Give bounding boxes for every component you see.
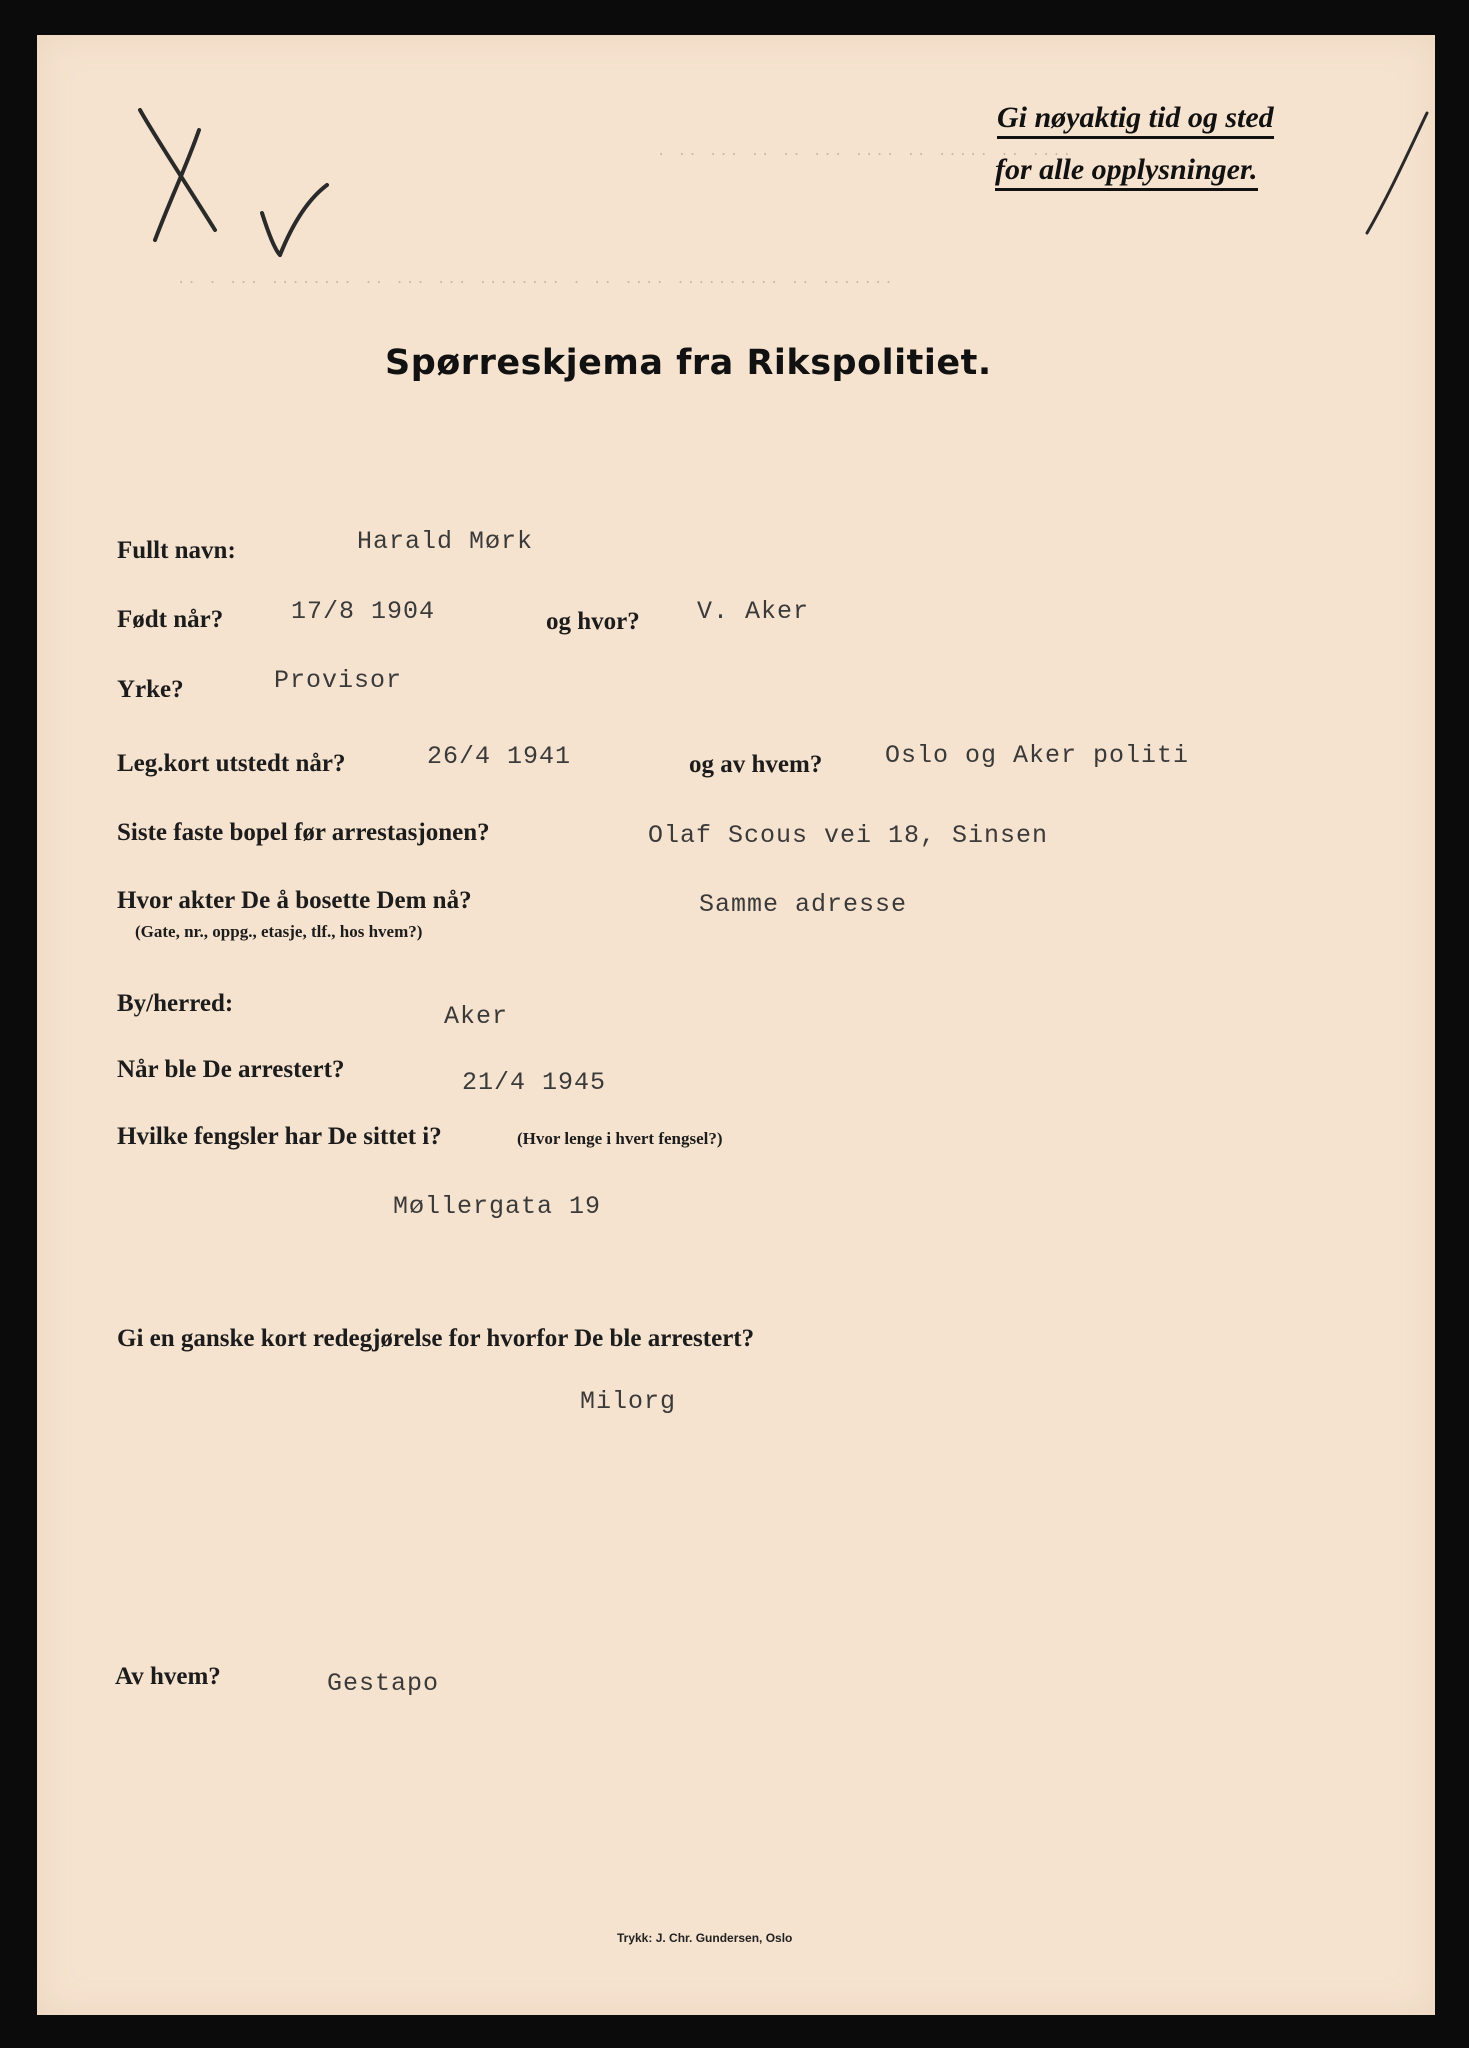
municipality-value[interactable]: Aker: [444, 1002, 509, 1031]
legcard-by-value[interactable]: Oslo og Aker politi: [885, 741, 1190, 770]
instruction-note-2: [995, 153, 1258, 191]
born-when-label: Født når?: [117, 606, 224, 633]
born-when-value[interactable]: 17/8 1904: [291, 597, 436, 626]
prisons-label: Hvilke fengsler har De sittet i?: [117, 1123, 442, 1150]
bleed-through-text: ·· · ··· ········ ·· ··· ··· ········ · ·· ···· ·········· ·· ·······: [177, 275, 895, 291]
born-where-value[interactable]: V. Aker: [697, 597, 810, 626]
handwritten-slash: [1367, 113, 1427, 233]
bleed-through-text: · ·· ··· ·· ·· ··· ···· ·· ····· ·· ····: [657, 147, 1074, 163]
reason-label: Gi en ganske kort redegjørelse for hvorfor De ble arrestert?: [117, 1325, 755, 1352]
settle-hint: (Gate, nr., oppg., etasje, tlf., hos hvem?): [135, 922, 423, 941]
form-sheet: [37, 35, 1435, 2015]
reason-value[interactable]: Milorg: [580, 1387, 677, 1416]
settle-label: Hvor akter De å bosette Dem nå?: [117, 887, 472, 914]
prisons-hint: (Hvor lenge i hvert fengsel?): [517, 1129, 723, 1148]
occupation-label: Yrke?: [117, 676, 184, 703]
form-title: Spørreskjema fra Rikspolitiet.: [385, 343, 992, 383]
occupation-value[interactable]: Provisor: [274, 666, 403, 695]
last-address-value[interactable]: Olaf Scous vei 18, Sinsen: [648, 821, 1049, 850]
handwritten-marks: [37, 35, 1435, 2015]
born-where-label: og hvor?: [546, 608, 640, 635]
by-whom-value[interactable]: Gestapo: [327, 1669, 440, 1698]
name-value[interactable]: Harald Mørk: [357, 527, 534, 556]
legcard-when-value[interactable]: 26/4 1941: [427, 742, 572, 771]
legcard-when-label: Leg.kort utstedt når?: [117, 750, 346, 777]
arrested-when-label: Når ble De arrestert?: [117, 1056, 345, 1083]
arrested-when-value[interactable]: 21/4 1945: [462, 1068, 607, 1097]
name-label: Fullt navn:: [117, 537, 236, 564]
printer-imprint: Trykk: J. Chr. Gundersen, Oslo: [617, 1931, 793, 1945]
last-address-label: Siste faste bopel før arrestasjonen?: [117, 819, 490, 846]
instruction-line-2: for alle opplysninger.: [995, 153, 1258, 191]
by-whom-label: Av hvem?: [115, 1663, 221, 1690]
settle-value[interactable]: Samme adresse: [699, 890, 908, 919]
municipality-label: By/herred:: [117, 990, 234, 1017]
instruction-line-1: Gi nøyaktig tid og sted: [997, 101, 1274, 139]
legcard-by-label: og av hvem?: [689, 751, 823, 778]
prisons-value[interactable]: Møllergata 19: [393, 1192, 602, 1221]
instruction-note: [997, 101, 1274, 139]
handwritten-initials-xv: [140, 110, 327, 255]
